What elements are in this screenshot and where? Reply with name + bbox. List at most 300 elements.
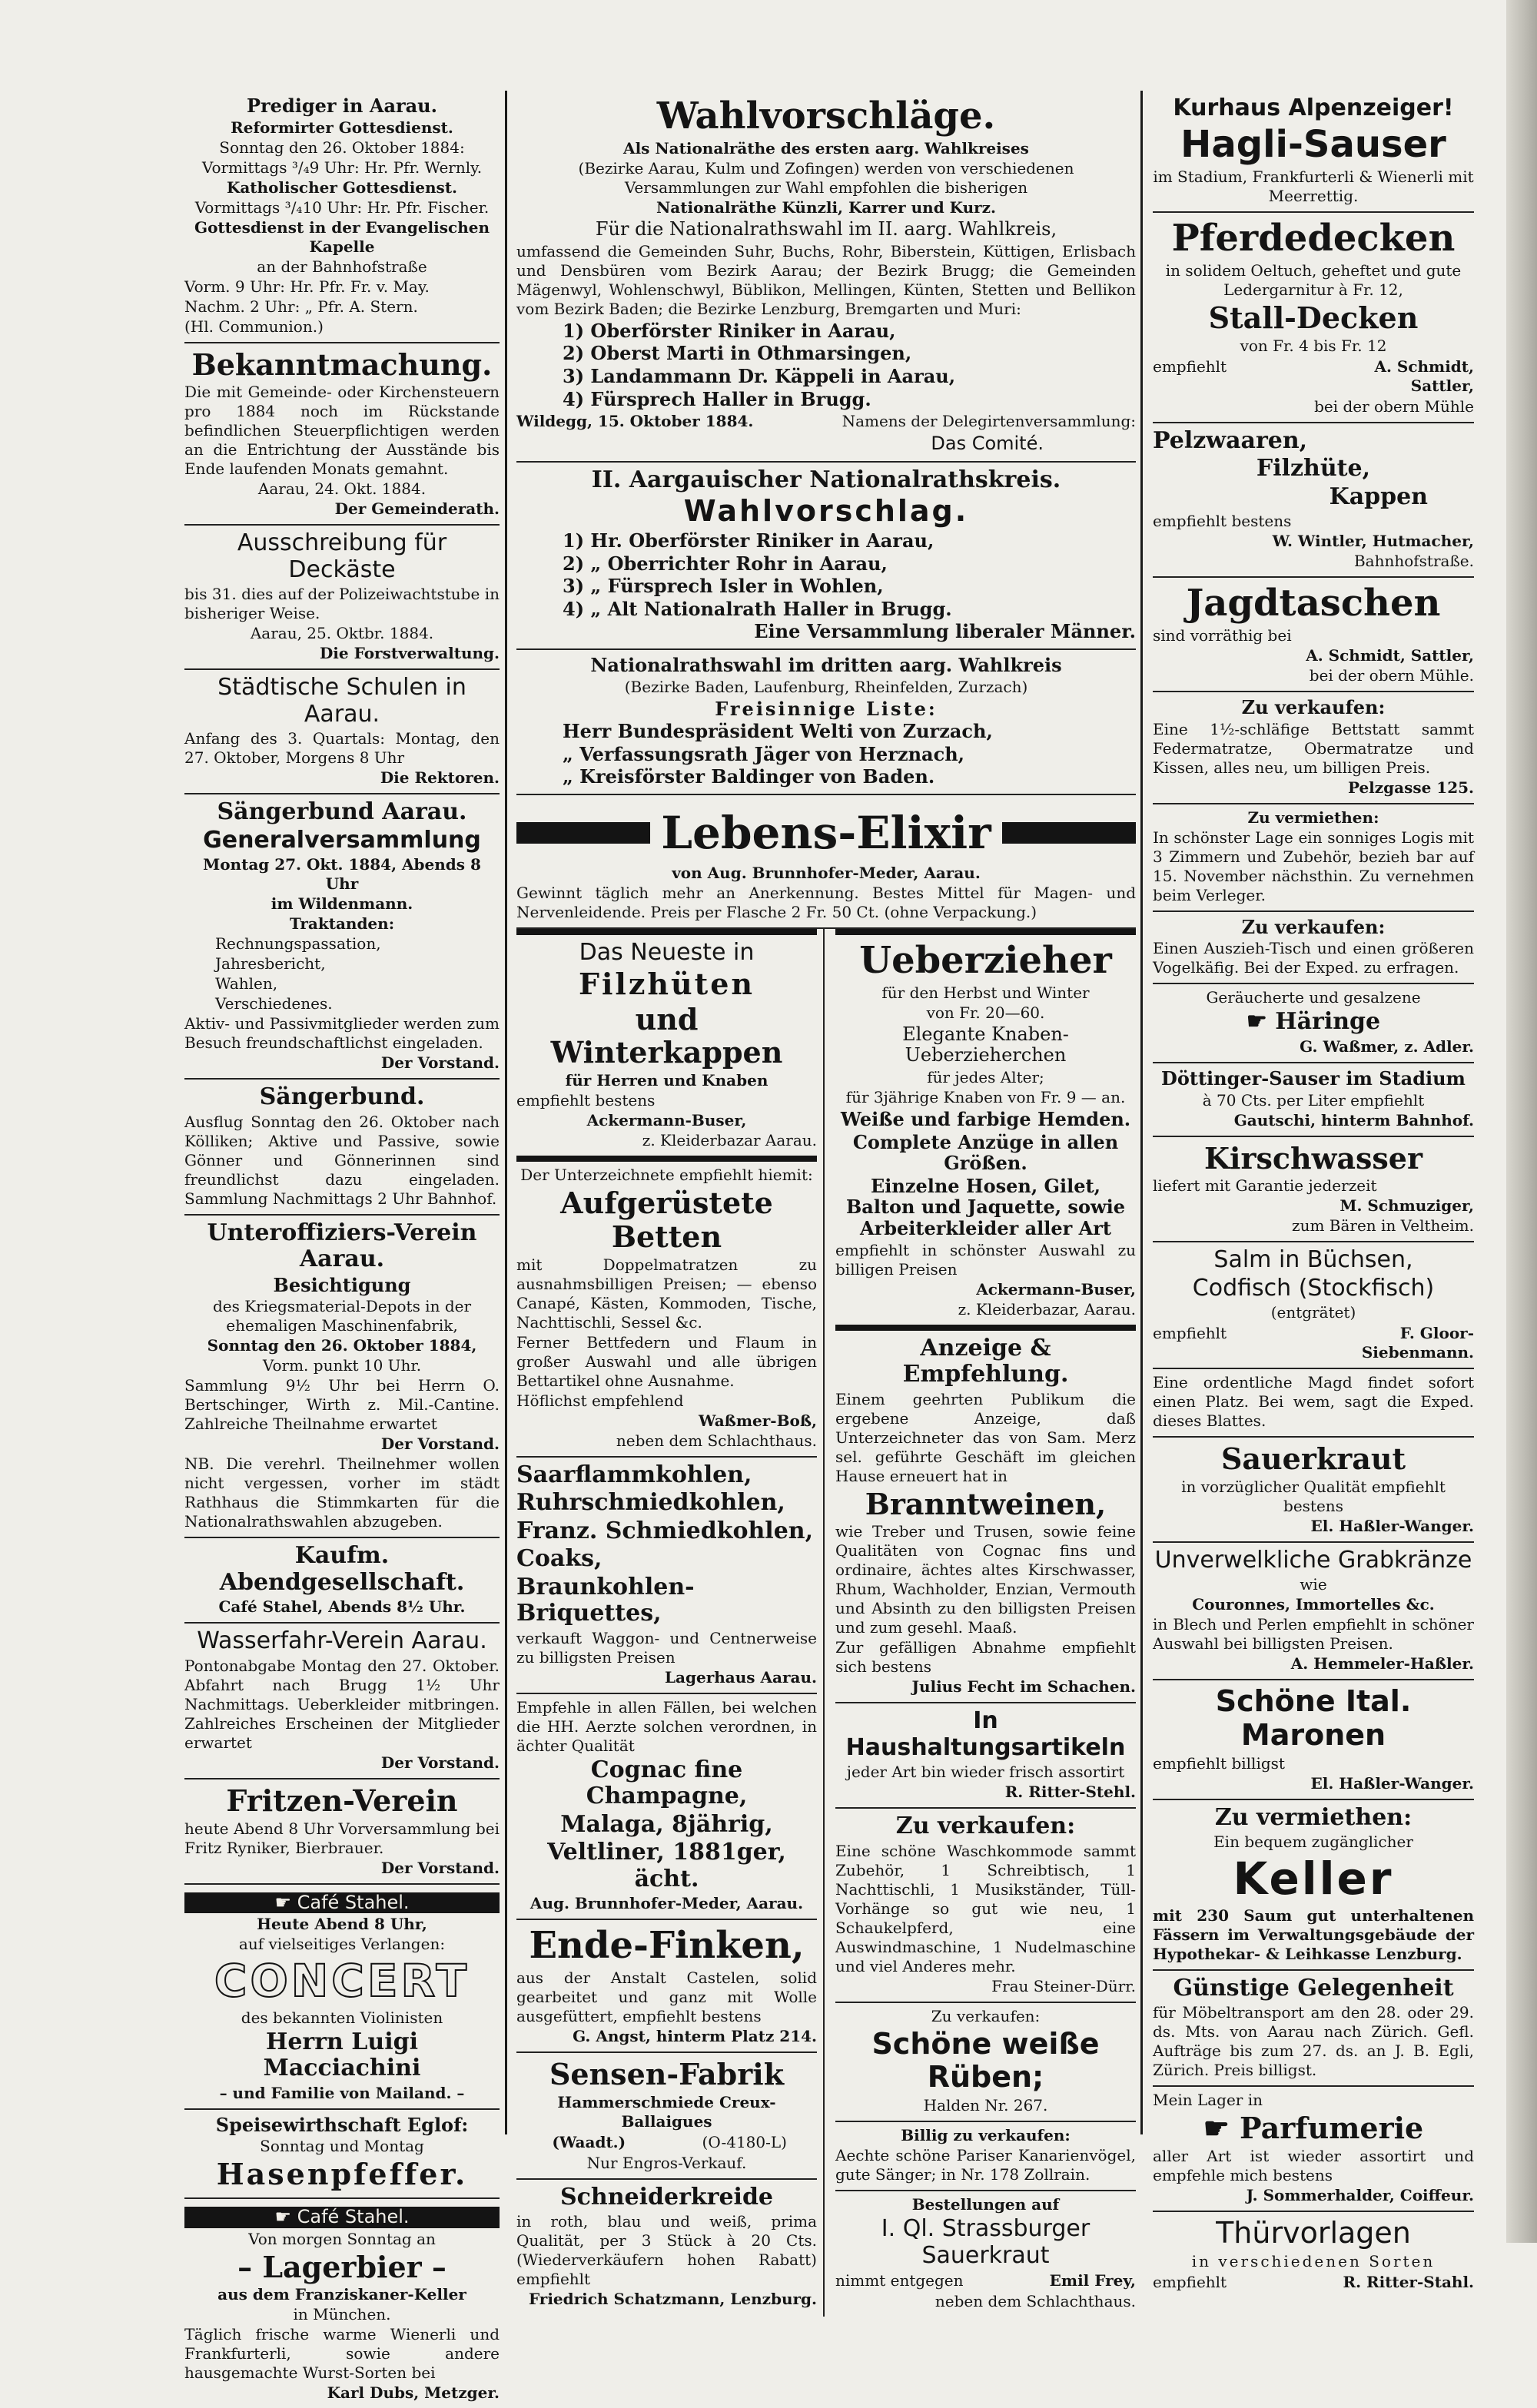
product-item: Malaga, 8jährig,	[560, 1810, 773, 1838]
product-item: Codfisch (Stockfisch)	[1192, 1274, 1435, 1302]
ad-text: Empfehle in allen Fällen, bei welchen die HH. Aerzte solchen verordnen, in ächter Qualität	[516, 1697, 817, 1755]
ad-line: Sonntag und Montag	[260, 2137, 424, 2156]
ad-title: Städtische Schulen in Aarau.	[217, 674, 466, 728]
ad-title: Kaufm. Abendgesellschaft.	[219, 1542, 465, 1596]
ad-pelzwaaren	[1153, 423, 1474, 579]
ad-kanarienvoegel	[835, 2122, 1136, 2191]
ad-text: empfiehlt in schönster Auswahl zu billigen Preisen	[835, 1240, 1136, 1279]
ad-line: Nachm. 2 Uhr: „ Pfr. A. Stern.	[184, 297, 418, 316]
candidate-item: 1) Hr. Oberförster Riniker in Aarau,	[563, 529, 934, 552]
decorative-bar	[516, 822, 650, 844]
ad-line: (Bezirke Aarau, Kulm und Zofingen) werden von verschiedenen Versammlungen zur Wahl empfohlen die bisherigen	[578, 159, 1074, 197]
ad-title: II. Aargauischer Nationalrathskreis.	[591, 466, 1061, 493]
ad-signature: A. Schmidt, Sattler,	[1306, 646, 1474, 665]
ad-big-title: Branntweinen,	[865, 1486, 1107, 1521]
ad-signature: Der Gemeinderath.	[334, 499, 500, 519]
ad-text: Die mit Gemeinde- oder Kirchensteuern pro 1884 noch im Rückstande befindlichen Steuerpflichtigen werden an die Entrichtung der Ausstände bis Ende laufenden Monats gemahnt.	[184, 383, 500, 479]
ad-subtitle: Einzelne Hosen, Gilet, Balton und Jaquette, sowie Arbeiterkleider aller Art	[845, 1174, 1125, 1239]
ad-signature: F. Gloor-Siebenmann.	[1361, 1324, 1474, 1362]
ad-signature: Lagerhaus Aarau.	[664, 1667, 817, 1687]
ad-signature: G. Angst, hinterm Platz 214.	[573, 2027, 817, 2046]
product-item: Veltliner, 1881ger, ächt.	[547, 1839, 786, 1892]
list-item: Jahresbericht,	[215, 954, 326, 973]
candidate-item: 2) „ Oberrichter Rohr in Aarau,	[563, 552, 888, 575]
ad-title: und Winterkappen	[550, 1001, 783, 1070]
ad-jagdtaschen	[1153, 578, 1474, 692]
ad-line: Das Neueste in	[579, 938, 755, 966]
ad-title: Aufgerüstete Betten	[560, 1186, 773, 1254]
column-rule-right	[1140, 91, 1143, 2134]
column-rule-left	[505, 91, 507, 2134]
ad-title: Sängerbund.	[259, 1083, 425, 1111]
ad-title: Ende-Finken,	[529, 1924, 805, 1967]
ad-title: Sauerkraut	[1220, 1441, 1406, 1477]
ad-line: Zu verkaufen:	[931, 2006, 1041, 2025]
ad-line: Traktanden:	[289, 914, 395, 934]
ad-title: Sängerbund Aarau.	[217, 798, 467, 826]
ad-line: von Fr. 4 bis Fr. 12	[1240, 336, 1387, 355]
ad-line: empfiehlt	[1153, 357, 1227, 376]
ad-text: Anfang des 3. Quartals: Montag, den 27. Oktober, Morgens 8 Uhr	[184, 729, 500, 768]
ad-lebens-elixir	[516, 795, 1136, 929]
pointing-hand-icon: ☛	[274, 1891, 291, 1913]
ad-lagerbier	[184, 2199, 500, 2408]
ad-saengerbund-ausflug	[184, 1080, 500, 1216]
ad-text: für Möbeltransport am den 28. oder 29. ds. Mts. von Aarau nach Zürich. Gefl. Aufträge bis zum 27. ds. an J. B. Egli, Zürich. Preis billigst.	[1153, 2003, 1474, 2080]
ad-line: – und Familie von Mailand. –	[219, 2083, 465, 2102]
ad-title: Sensen-Fabrik	[549, 2057, 785, 2092]
ad-guenstige-gelegenheit	[1153, 1971, 1474, 2088]
ad-title: Speisewirthschaft Eglof:	[215, 2113, 469, 2136]
ad-signature: Waßmer-Boß,	[698, 1411, 817, 1430]
candidate-item: 2) Oberst Marti in Othmarsingen,	[563, 342, 912, 365]
ad-line: nimmt entgegen	[835, 2271, 964, 2290]
ad-title: Wahlvorschläge.	[656, 95, 996, 138]
ad-line: jeder Art bin wieder frisch assortirt	[846, 1763, 1125, 1782]
ad-kirschwasser	[1153, 1137, 1474, 1243]
ad-text: Eine ordentliche Magd findet sofort einen Platz. Bei wem, sagt die Exped. dieses Blattes.	[1153, 1373, 1474, 1431]
ad-signature: Der Vorstand.	[380, 1435, 500, 1454]
ad-line: Vormittags ³/₄10 Uhr: Hr. Pfr. Fischer.	[194, 197, 490, 217]
ad-text: Pontonabgabe Montag den 27. Oktober. Abfahrt nach Brugg 1½ Uhr Nachmittags. Ueberkleider mitbringen. Zahlreiches Erscheinen der Mitglieder erwartet	[184, 1656, 500, 1752]
ad-unteroffiziers	[184, 1216, 500, 1539]
ad-text: Gewinnt täglich mehr an Anerkennung. Bestes Mittel für Magen- und Nervenleidende. Preis per Flasche 2 Fr. 50 Ct. (ohne Verpackung.)	[516, 883, 1136, 921]
ad-header-bar	[184, 1892, 500, 1914]
ad-title: I. Ql. Strassburger Sauerkraut	[881, 2215, 1091, 2269]
ad-title: Thürvorlagen	[1216, 2216, 1411, 2250]
ad-title: Ueberzieher	[859, 938, 1112, 982]
ad-address: bei der obern Mühle.	[1309, 666, 1474, 685]
ad-address: z. Kleiderbazar, Aarau.	[958, 1299, 1136, 1318]
ad-signature: El. Haßler-Wanger.	[1310, 1516, 1474, 1535]
ad-address: neben dem Schlachthaus.	[934, 2292, 1136, 2311]
ad-line: Geräucherte und gesalzene	[1206, 988, 1421, 1007]
ad-bekanntmachung	[184, 343, 500, 526]
ad-text: in vorzüglicher Qualität empfiehlt bestens	[1181, 1477, 1446, 1515]
ad-filzhueten	[516, 929, 817, 1163]
ad-zu-verkaufen-moebel	[835, 1809, 1136, 2003]
ad-header-label: Café Stahel.	[297, 2206, 410, 2228]
ad-title: Schneiderkreide	[559, 2183, 774, 2211]
ad-text: Einen Auszieh-Tisch und einen größeren Vogelkäfig. Bei der Exped. zu erfragen.	[1153, 939, 1474, 977]
product-item: Filzhüte,	[1256, 455, 1371, 483]
ad-big-title: CONCERT	[214, 1955, 470, 2008]
ad-signature: A. Schmidt, Sattler,	[1374, 357, 1474, 395]
ad-line: Sonntag den 26. Oktober 1884:	[219, 138, 465, 157]
ad-title: Zu vermiethen:	[1247, 808, 1379, 827]
ad-line: à 70 Cts. per Liter empfiehlt	[1202, 1090, 1425, 1109]
ad-title: Häringe	[1275, 1008, 1381, 1036]
ad-cognac	[516, 1694, 817, 1921]
ad-signature: Aug. Brunnhofer-Meder, Aarau.	[529, 1894, 804, 1912]
ad-line: Billig zu verkaufen:	[901, 2126, 1071, 2145]
ad-ende-finken	[516, 1920, 817, 2053]
ad-line: für Herren und Knaben	[565, 1071, 768, 1090]
ad-signature: Friedrich Schatzmann, Lenzburg.	[528, 2290, 817, 2309]
ad-name: Herrn Luigi Macciachini	[263, 2028, 421, 2082]
ad-text: In schönster Lage ein sonniges Logis mit 3 Zimmern und Zubehör, bezieh bar auf 15. November nächsthin. Zu vernehmen beim Verleger.	[1153, 828, 1474, 904]
ad-signature: Eine Versammlung liberaler Männer.	[754, 620, 1136, 643]
ad-line: Nur Engros-Verkauf.	[586, 2153, 747, 2172]
ad-title: Zu verkaufen:	[1241, 915, 1386, 938]
ad-big-title: – Lagerbier –	[237, 2249, 446, 2284]
ad-text: mit Doppelmatratzen zu ausnahmsbilligen Preisen; — ebenso Canapé, Kästen, Kommoden, Tische, Nachttischli, Sessel &c.	[516, 1255, 817, 1332]
ad-bettstatt	[1153, 692, 1474, 804]
ad-signature: A. Hemmeler-Haßler.	[1290, 1654, 1474, 1673]
ad-title: Zu verkaufen:	[1241, 696, 1386, 719]
candidate-item: 4) „ Alt Nationalrath Haller in Brugg.	[563, 597, 952, 620]
ad-line: Bestellungen auf	[911, 2195, 1060, 2214]
ad-address: neben dem Schlachthaus.	[616, 1431, 817, 1450]
ad-prediger	[184, 91, 500, 343]
ad-text: in Blech und Perlen empfiehlt in schöner Auswahl bei billigsten Preisen.	[1153, 1615, 1474, 1653]
ad-text: Ausflug Sonntag den 26. Oktober nach Kölliken; Aktive und Passive, sowie Gönner und Gönnerinnen sind freundlichst dazu eingeladen. Sammlung Nachmittags 2 Uhr Bahnhof.	[184, 1112, 500, 1208]
ad-signature: Ackermann-Buser,	[586, 1111, 747, 1130]
ad-pferdedecken	[1153, 213, 1474, 423]
ad-title-row	[1153, 1009, 1474, 1036]
ad-line: empfiehlt bestens	[516, 1091, 656, 1110]
ad-ruebenverkauf	[835, 2003, 1136, 2122]
ad-title: Unverwelkliche Grabkränze	[1154, 1546, 1472, 1574]
ad-line: (Waadt.)	[552, 2132, 626, 2151]
ad-subtitle: Complete Anzüge in allen Größen.	[852, 1130, 1119, 1175]
ad-line: des bekannten Violinisten	[241, 2008, 443, 2027]
ad-title: Zu vermiethen:	[1214, 1803, 1413, 1831]
ad-signature: Gautschi, hinterm Bahnhof.	[1233, 1110, 1474, 1129]
ad-doettinger-sauser	[1153, 1063, 1474, 1137]
ad-text: wie Treber und Trusen, sowie feine Qualitäten von Cognac fins und ordinaire, ächtes altes Kirschwasser, Rhum, Wachholder, Enzian, Vermouth und Absinth zu den billigsten Preisen und zum gesehl. Maaß.	[835, 1522, 1136, 1637]
ad-title: In Haushaltungsartikeln	[845, 1707, 1126, 1761]
ad-magd	[1153, 1369, 1474, 1438]
ad-date: Wildegg, 15. Oktober 1884.	[516, 412, 754, 431]
ad-date: Aarau, 24. Okt. 1884.	[257, 479, 427, 499]
ad-text: in roth, blau und weiß, prima Qualität, per 3 Stück à 20 Cts. (Wiederverkäufern hohen Rabatt) empfiehlt	[516, 2212, 817, 2289]
ad-big-title: Keller	[1233, 1852, 1394, 1906]
ad-haeringe	[1153, 984, 1474, 1063]
ad-grabkraenze	[1153, 1543, 1474, 1681]
product-item: Cognac fine Champagne,	[586, 1756, 748, 1809]
ad-kurhaus	[1153, 91, 1474, 213]
ad-title: Prediger in Aarau.	[246, 95, 437, 117]
ad-speisewirthschaft	[184, 2110, 500, 2199]
ad-fritzen-verein	[184, 1779, 500, 1885]
ad-title: Hagli-Sauser	[1180, 122, 1446, 166]
ad-keller	[1153, 1800, 1474, 1971]
ad-signature: R. Ritter-Stahl.	[1343, 2272, 1474, 2291]
ad-signature: W. Wintler, Hutmacher,	[1272, 532, 1474, 551]
ad-signature: Die Rektoren.	[380, 768, 500, 788]
ad-line: Hammerschmiede Creux-Ballaigues	[557, 2092, 776, 2131]
ad-sensen-fabrik	[516, 2053, 817, 2180]
ad-auszieh-tisch	[1153, 912, 1474, 985]
ad-line: für den Herbst und Winter	[881, 983, 1090, 1002]
ad-line: für jedes Alter;	[927, 1067, 1044, 1086]
product-item: Franz. Schmiedkohlen,	[516, 1517, 814, 1544]
ad-line: (Bezirke Baden, Laufenburg, Rheinfelden, Zurzach)	[624, 677, 1028, 696]
ad-wahlvorschlaege	[516, 91, 1136, 463]
ad-line: im Wildenmann.	[271, 894, 413, 914]
ad-text: mit 230 Saum gut unterhaltenen Fässern im Verwaltungsgebäude der Hypothekar- & Leihkasse Lenzburg.	[1153, 1906, 1474, 1963]
ad-title: Zu verkaufen:	[895, 1813, 1076, 1840]
subcolumn-left	[516, 929, 825, 2317]
ad-subtitle: Weiße und farbige Hemden.	[840, 1107, 1131, 1130]
pointing-hand-icon: ☛	[1203, 2111, 1230, 2146]
ad-title: Schöne Ital. Maronen	[1215, 1684, 1412, 1753]
ad-line: für 3jährige Knaben von Fr. 9 — an.	[845, 1087, 1126, 1106]
list-item: Rechnungspassation,	[215, 934, 381, 954]
ad-text: verkauft Waggon- und Centnerweise zu billigsten Preisen	[516, 1628, 817, 1667]
ad-line: von Fr. 20—60.	[926, 1003, 1045, 1022]
ad-line: Von morgen Sonntag an	[248, 2229, 436, 2248]
ad-title: Filzhüten	[578, 967, 755, 1002]
ad-line: Vormittags ³/₄9 Uhr: Hr. Pfr. Wernly.	[201, 158, 483, 177]
ad-line: sind vorräthig bei	[1153, 626, 1292, 645]
ad-thuervorlagen	[1153, 2212, 1474, 2297]
ad-line: Couronnes, Immortelles &c.	[1192, 1595, 1435, 1614]
ad-line: Sonntag den 26. Oktober 1884,	[207, 1336, 477, 1355]
ad-address: Bahnhofstraße.	[1353, 552, 1474, 571]
ad-anzeige-empfehlung	[835, 1331, 1136, 1704]
ad-header-label: Café Stahel.	[297, 1891, 410, 1913]
product-item: Salm in Büchsen,	[1213, 1246, 1413, 1274]
candidate-item: 3) „ Fürsprech Isler in Wohlen,	[563, 575, 884, 598]
pointing-hand-icon: ☛	[274, 2206, 291, 2228]
ad-line: empfiehlt	[1153, 1324, 1227, 1343]
ad-big-title: Hasenpfeffer.	[216, 2157, 468, 2192]
ad-title: Fritzen-Verein	[226, 1783, 458, 1818]
ad-line: liefert mit Garantie jederzeit	[1153, 1176, 1377, 1196]
ad-line: von Aug. Brunnhofer-Meder, Aarau.	[672, 863, 981, 882]
ad-line: Vorm. 9 Uhr: Hr. Pfr. Fr. v. May.	[184, 277, 430, 296]
ad-signature: Der Vorstand.	[380, 1053, 500, 1073]
ad-subtitle: Reformirter Gottesdienst.	[231, 118, 453, 137]
ad-note: NB. Die verehrl. Theilnehmer wollen nicht vergessen, vorher im städt Rathhaus die Stimmkarten für die Nationalrathswahlen abzugeben.	[184, 1454, 500, 1531]
ad-signature: J. Sommerhalder, Coiffeur.	[1246, 2186, 1474, 2205]
ad-signature: Karl Dubs, Metzger.	[327, 2383, 500, 2403]
ad-maronen	[1153, 1680, 1474, 1799]
ad-subtitle: Freisinnige Liste:	[715, 697, 938, 720]
ad-text: Täglich frische warme Wienerli und Frankfurterli, sowie andere hausgemachte Wurst-Sorten bei	[184, 2325, 500, 2383]
ad-subtitle: Katholischer Gottesdienst.	[226, 177, 458, 197]
ad-line: Namens der Delegirtenversammlung:	[842, 412, 1136, 431]
ad-signature: El. Haßler-Wanger.	[1310, 1773, 1474, 1793]
ad-title: Pferdedecken	[1171, 216, 1456, 260]
column-middle	[516, 91, 1136, 2311]
ad-line: Heute Abend 8 Uhr,	[257, 1915, 427, 1934]
ad-subtitle: Generalversammlung	[203, 826, 481, 854]
ad-salm	[1153, 1242, 1474, 1369]
column-right	[1153, 91, 1474, 2291]
ad-line: Höflichst empfehlend	[516, 1391, 684, 1410]
ad-text: im Stadium, Frankfurterli & Wienerli mit Meerrettig.	[1153, 167, 1474, 205]
ad-parfumerie	[1153, 2087, 1474, 2212]
candidate-item: „ Kreisförster Baldinger von Baden.	[563, 765, 935, 788]
ad-title: Anzeige & Empfehlung.	[902, 1334, 1069, 1388]
product-item: Braunkohlen-Briquettes,	[516, 1573, 695, 1627]
ad-text: Ferner Bettfedern und Flaum in großer Auswahl und alle übrigen Bettartikel ohne Ausnahme.	[516, 1332, 817, 1390]
ad-text: bis 31. dies auf der Polizeiwachtstube in bisheriger Weise.	[184, 585, 500, 623]
ad-schulen	[184, 670, 500, 794]
ad-title: Wasserfahr-Verein Aarau.	[197, 1627, 487, 1655]
ad-sauerkraut	[1153, 1438, 1474, 1543]
ad-signature: Julius Fecht im Schachen.	[911, 1677, 1136, 1697]
ad-text: Aktiv- und Passivmitglieder werden zum Besuch freundschaftlichst eingeladen.	[184, 1014, 500, 1053]
ad-signature: Der Vorstand.	[380, 1753, 500, 1772]
ad-text: Aechte schöne Pariser Kanarienvögel, gute Sänger; in Nr. 178 Zollrain.	[835, 2146, 1136, 2184]
ad-signature: M. Schmuziger,	[1339, 1196, 1474, 1216]
ad-signature: Die Forstverwaltung.	[319, 644, 500, 663]
ad-subtitle: Gottesdienst in der Evangelischen Kapelle	[194, 217, 490, 256]
ad-text: Sammlung 9½ Uhr bei Herrn O. Bertschinger, Wirth z. Mil.-Cantine. Zahlreiche Theilnahme erwartet	[184, 1376, 500, 1434]
ad-address: zum Bären in Veltheim.	[1292, 1216, 1474, 1236]
ad-text: heute Abend 8 Uhr Vorversammlung bei Fritz Ryniker, Bierbrauer.	[184, 1819, 500, 1857]
ad-line: auf vielseitiges Verlangen:	[238, 1935, 446, 1954]
ad-title: Jagdtaschen	[1186, 582, 1441, 625]
ad-text: Einem geehrten Publikum die ergebene Anzeige, daß Unterzeichneter das von Sam. Merz sel. geführte Geschäft im gleichen Hause erneuert hat in	[835, 1389, 1136, 1485]
decorative-bar	[1002, 822, 1136, 844]
list-item: Wahlen,	[215, 974, 278, 993]
ad-signature: Pelzgasse 125.	[1347, 778, 1474, 797]
product-item: Coaks,	[516, 1545, 603, 1572]
ad-line: des Kriegsmaterial-Depots in der ehemaligen Maschinenfabrik,	[212, 1297, 472, 1335]
candidate-item: „ Verfassungsrath Jäger von Herznach,	[563, 742, 965, 765]
ad-address: z. Kleiderbazar Aarau.	[642, 1131, 817, 1150]
ad-kaufm-abendgesellschaft	[184, 1538, 500, 1624]
ad-line: (Hl. Communion.)	[184, 317, 324, 336]
ad-date: Aarau, 25. Oktbr. 1884.	[250, 624, 434, 643]
ad-signature: G. Waßmer, z. Adler.	[1300, 1037, 1474, 1056]
page-edge-shadow	[1506, 0, 1537, 2243]
ad-line: wie	[1300, 1575, 1327, 1594]
ad-signature: Frau Steiner-Dürr.	[991, 1976, 1136, 1995]
ad-line: an der Bahnhofstraße	[257, 257, 427, 276]
ad-signature: Das Comité.	[931, 433, 1044, 455]
ad-subtitle: Elegante Knaben-Ueberzieherchen	[902, 1023, 1069, 1066]
ad-title: Unteroffiziers-Verein Aarau.	[207, 1219, 477, 1273]
candidate-item: 1) Oberförster Riniker in Aarau,	[563, 319, 896, 342]
ad-saengerbund-gv	[184, 794, 500, 1080]
ad-title: Günstige Gelegenheit	[1173, 1974, 1454, 2002]
product-item: Ruhrschmiedkohlen,	[516, 1489, 785, 1516]
ad-strassburger-sauerkraut	[835, 2191, 1136, 2317]
ad-dritter-wahlkreis	[516, 650, 1136, 795]
ad-ueberzieher	[835, 929, 1136, 1331]
ad-title: Stall-Decken	[1208, 300, 1419, 335]
ad-line: in München.	[293, 2305, 391, 2324]
ad-concert	[184, 1885, 500, 2110]
ad-aargauischer-kreis	[516, 463, 1136, 650]
ad-subtitle: Für die Nationalrathswahl im II. aarg. Wahlkreis,	[595, 218, 1057, 240]
ad-title: Kirschwasser	[1204, 1140, 1422, 1176]
ad-line: empfiehlt	[1153, 2272, 1227, 2291]
ad-text: Eine schöne Waschkommode sammt Zubehör, 1 Schreibtisch, 1 Nachttischli, 1 Musikständer, Tüll-Vorhänge so gut wie neu, 1 Schaukelpferd, eine Auswindmaschine, 1 Nudelmaschine und viel Anderes mehr.	[835, 1841, 1136, 1975]
ad-wasserfahr	[184, 1624, 500, 1779]
product-item: Pelzwaaren,	[1153, 426, 1308, 454]
ad-title: Döttinger-Sauser im Stadium	[1161, 1066, 1466, 1090]
ad-line: Der Unterzeichnete empfiehlt hiemit:	[520, 1166, 813, 1185]
ad-line: in verschiedenen Sorten	[1191, 2251, 1436, 2270]
ad-signature: Der Vorstand.	[380, 1858, 500, 1877]
ad-line: Vorm. punkt 10 Uhr.	[262, 1356, 422, 1375]
ad-schneiderkreide	[516, 2180, 817, 2315]
product-item: Kappen	[1329, 483, 1428, 510]
ad-title: Kurhaus Alpenzeiger!	[1173, 95, 1454, 121]
candidate-item: Herr Bundespräsident Welti von Zurzach,	[563, 720, 993, 743]
pointing-hand-icon: ☛	[1246, 1008, 1267, 1036]
ad-line: aus dem Franziskaner-Keller	[217, 2285, 466, 2304]
ad-line: Als Nationalräthe des ersten aarg. Wahlkreises	[623, 139, 1029, 158]
ad-haushaltungsartikel	[835, 1703, 1136, 1809]
ad-deckaeste	[184, 526, 500, 670]
ad-logis	[1153, 804, 1474, 912]
ad-signature: Emil Frey,	[1049, 2271, 1136, 2290]
list-item: Verschiedenes.	[215, 994, 333, 1013]
ad-address: bei der obern Mühle	[1314, 396, 1474, 416]
ad-text: Eine 1½-schläfige Bettstatt sammt Federmatratze, Obermatratze und Kissen, alles neu, um billigen Preis.	[1153, 719, 1474, 777]
subcolumn-right	[835, 929, 1136, 2317]
ad-title: Parfumerie	[1240, 2111, 1424, 2146]
ad-line: empfiehlt bestens	[1153, 512, 1292, 531]
ad-title: Lebens-Elixir	[661, 806, 991, 859]
ad-line: (entgrätet)	[1270, 1303, 1356, 1322]
ad-line: Halden Nr. 267.	[923, 2096, 1048, 2115]
ad-betten	[516, 1162, 817, 1457]
ad-line: Ein bequem zugänglicher	[1213, 1833, 1413, 1852]
ad-title: Nationalrathswahl im dritten aarg. Wahlkreis	[590, 653, 1062, 676]
ad-signature: Ackermann-Buser,	[976, 1279, 1136, 1299]
column-left	[184, 91, 500, 2403]
candidate-item: 3) Landammann Dr. Käppeli in Aarau,	[563, 364, 956, 387]
ad-text: Café Stahel, Abends 8½ Uhr.	[218, 1597, 466, 1617]
ad-line: Nationalräthe Künzli, Karrer und Kurz.	[656, 198, 996, 217]
ad-kohlen	[516, 1458, 817, 1694]
ad-title: Ausschreibung für Deckäste	[237, 529, 447, 583]
ad-signature: R. Ritter-Stehl.	[1004, 1783, 1136, 1802]
ad-subtitle: Wahlvorschlag.	[683, 494, 969, 529]
ad-text: aus der Anstalt Castelen, solid gearbeitet und ganz mit Wolle ausgefüttert, empfiehlt bestens	[516, 1969, 817, 2026]
ad-line: (O-4180-L)	[702, 2132, 787, 2151]
ad-header-bar	[184, 2207, 500, 2228]
ad-title: Schöne weiße Rüben;	[871, 2026, 1100, 2095]
ad-line: Mein Lager in	[1153, 2091, 1263, 2110]
product-item: Saarflammkohlen,	[516, 1461, 752, 1488]
ad-title-row	[1153, 2111, 1474, 2145]
ad-text: Zur gefälligen Abnahme empfiehlt sich bestens	[835, 1638, 1136, 1677]
ad-text: in solidem Oeltuch, geheftet und gute Ledergarnitur à Fr. 12,	[1165, 260, 1462, 299]
ad-line: empfiehlt billigst	[1153, 1753, 1285, 1773]
ad-title: Bekanntmachung.	[191, 347, 493, 382]
candidate-item: 4) Fürsprech Haller in Brugg.	[563, 387, 871, 410]
